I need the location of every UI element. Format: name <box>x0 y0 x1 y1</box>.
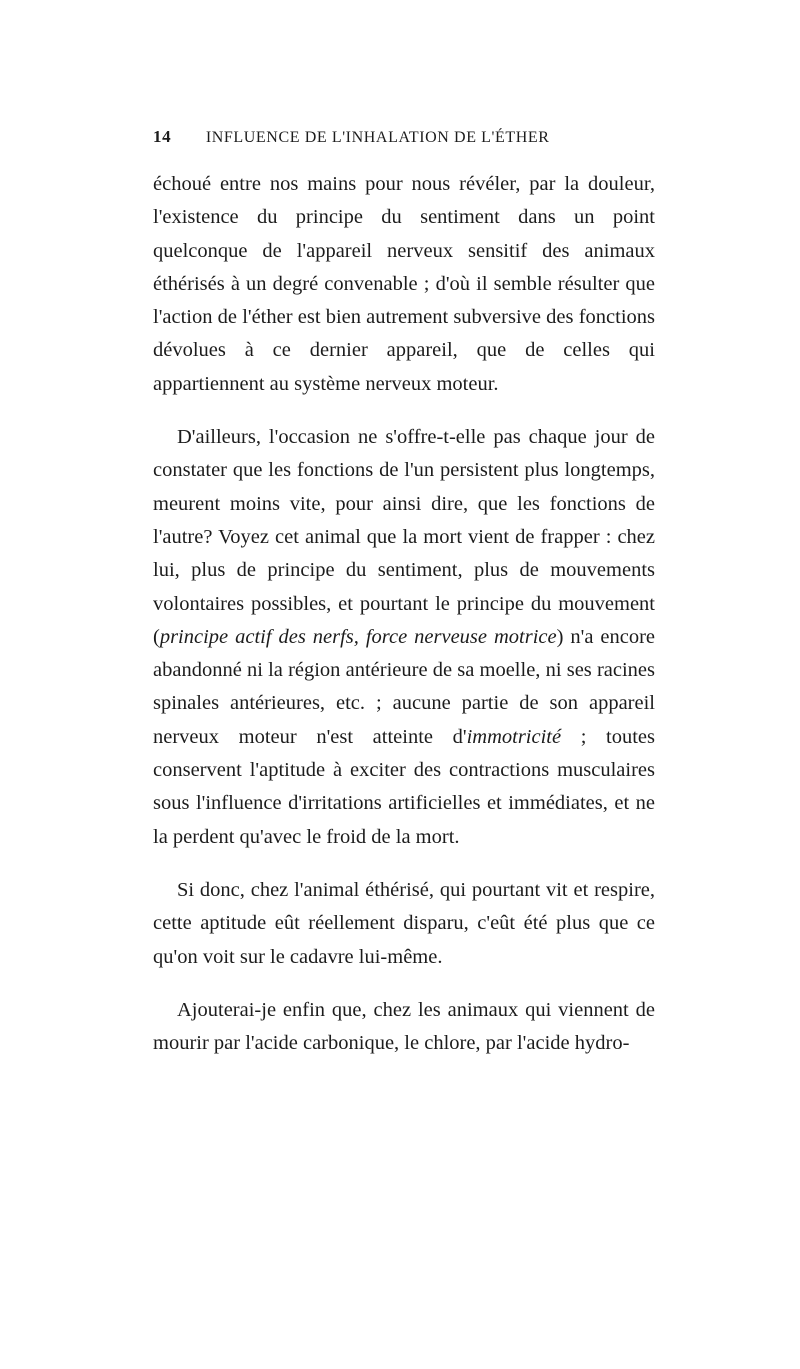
paragraph-2 <box>153 421 655 854</box>
running-title: INFLUENCE DE L'INHALATION DE L'ÉTHER <box>205 129 550 146</box>
page-number: 14 <box>153 127 172 146</box>
paragraph-2-part-2: ) n'a encore abandonné ni la région antérieure de sa moelle, ni ses racines spinales antérieures, etc. ; aucune partie de son appareil nerveux moteur n'est atteinte d' <box>153 625 655 748</box>
paragraph-4: Ajouterai-je enfin que, chez les animaux qui viennent de mourir par l'acide carbonique, le chlore, par l'acide hydro- <box>153 998 655 1055</box>
paragraph-2-italic-2: immotricité <box>466 725 562 748</box>
running-header <box>153 127 633 147</box>
paragraph-3: Si donc, chez l'animal éthérisé, qui pourtant vit et respire, cette aptitude eût réellement disparu, c'eût été plus que ce qu'on voit sur le cadavre lui-même. <box>153 878 655 968</box>
paragraph-1: échoué entre nos mains pour nous révéler, par la douleur, l'existence du principe du sentiment dans un point quelconque de l'appareil nerveux sensitif des animaux éthérisés à un degré convenable ; d'où il semble résulter que l'action de l'éther est bien autrement subversive des fonctions dévolues à ce dernier appareil, que de celles qui appartiennent au système nerveux moteur. <box>153 173 655 395</box>
paragraph-2-part-1: D'ailleurs, l'occasion ne s'offre-t-elle pas chaque jour de constater que les fonctions de l'un persistent plus longtemps, meurent moins vite, pour ainsi dire, que les fonctions de l'autre? Voyez cet animal que la mort vient de frapper : chez lui, plus de principe du sentiment, plus de mouvements volontaires possibles, et pourtant le principe du mouvement ( <box>153 426 655 648</box>
body-text <box>153 168 655 1080</box>
paragraph-2-italic-1: principe actif des nerfs, force nerveuse motrice <box>159 625 557 648</box>
paragraph-2-part-3: ; toutes conservent l'aptitude à exciter des contractions musculaires sous l'influence d'irritations artificielles et immédiates, et ne la perdent qu'avec le froid de la mort. <box>153 725 655 848</box>
